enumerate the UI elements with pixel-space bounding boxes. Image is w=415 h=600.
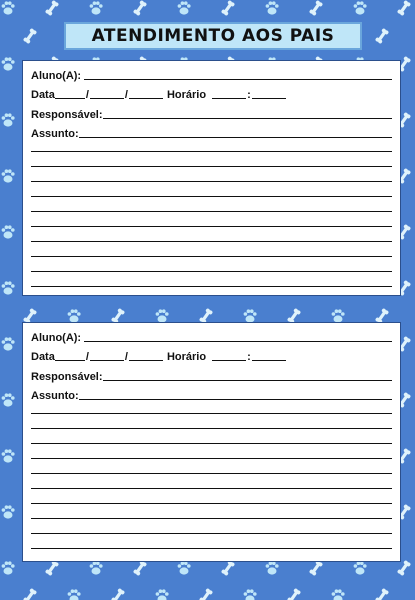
writing-line[interactable] [31,181,392,182]
paw-print-icon [2,1,15,14]
day-field[interactable] [55,359,85,361]
data-label: Data [31,351,55,363]
date-separator: / [124,351,128,363]
aluno-field[interactable] [84,340,392,342]
bone-icon [309,0,324,16]
responsavel-label: Responsável: [31,109,103,121]
bone-icon [397,0,412,16]
paw-print-icon [266,561,279,574]
bone-icon [133,560,148,576]
assunto-field[interactable] [79,136,392,138]
year-field[interactable] [129,359,163,361]
bone-icon [287,588,302,600]
aluno-label: Aluno(A): [31,70,82,82]
bone-icon [111,588,126,600]
paw-print-icon [178,1,191,14]
writing-line[interactable] [31,488,392,489]
aluno-field[interactable] [84,78,392,80]
writing-line[interactable] [31,256,392,257]
date-separator: / [85,351,89,363]
horario-label: Horário [166,351,207,363]
paw-print-icon [354,1,367,14]
paw-print-icon [90,561,103,574]
bone-icon [45,0,60,16]
writing-line[interactable] [31,503,392,504]
paw-print-icon [266,1,279,14]
paw-print-icon [156,309,169,322]
bone-icon [309,560,324,576]
bone-icon [45,560,60,576]
date-time-row [31,347,392,363]
paw-print-icon [2,169,15,182]
bone-icon [23,588,38,600]
writing-line[interactable] [31,518,392,519]
writing-line[interactable] [31,211,392,212]
bone-icon [375,28,390,44]
writing-line[interactable] [31,196,392,197]
time-separator: : [247,351,251,363]
attendance-form-card-2 [22,322,401,562]
paw-print-icon [244,309,257,322]
aluno-label: Aluno(A): [31,332,82,344]
title-banner [64,22,362,50]
writing-line[interactable] [31,533,392,534]
paw-print-icon [2,337,15,350]
paw-print-icon [2,281,15,294]
paw-print-icon [2,393,15,406]
responsavel-row [31,105,392,121]
paw-print-icon [354,561,367,574]
writing-line[interactable] [31,428,392,429]
paw-print-icon [2,449,15,462]
date-time-row [31,85,392,101]
paw-print-icon [178,561,191,574]
bone-icon [23,28,38,44]
paw-print-icon [2,561,15,574]
aluno-row [31,328,392,344]
hour-field[interactable] [212,97,246,99]
hour-field[interactable] [212,359,246,361]
time-separator: : [247,89,251,101]
writing-line[interactable] [31,271,392,272]
paw-print-icon [90,1,103,14]
minute-field[interactable] [252,97,286,99]
paw-print-icon [2,57,15,70]
paw-print-icon [156,589,169,600]
paw-print-icon [332,309,345,322]
date-separator: / [85,89,89,101]
bone-icon [221,0,236,16]
writing-line[interactable] [31,241,392,242]
paw-print-icon [2,225,15,238]
assunto-row [31,386,392,402]
bone-icon [221,560,236,576]
writing-line[interactable] [31,151,392,152]
bone-icon [133,0,148,16]
date-separator: / [124,89,128,101]
paw-print-icon [2,113,15,126]
writing-line[interactable] [31,286,392,287]
paw-print-icon [2,505,15,518]
bone-icon [199,588,214,600]
horario-label: Horário [166,89,207,101]
assunto-field[interactable] [79,398,392,400]
paw-print-icon [332,589,345,600]
assunto-label: Assunto: [31,390,79,402]
month-field[interactable] [90,359,124,361]
paw-print-icon [68,309,81,322]
writing-line[interactable] [31,413,392,414]
assunto-label: Assunto: [31,128,79,140]
assunto-row [31,124,392,140]
paw-print-icon [244,589,257,600]
aluno-row [31,66,392,82]
writing-line[interactable] [31,443,392,444]
responsavel-field[interactable] [103,379,392,381]
attendance-form-card-1 [22,60,401,296]
bone-icon [397,560,412,576]
writing-line[interactable] [31,548,392,549]
bone-icon [375,588,390,600]
day-field[interactable] [55,97,85,99]
writing-line[interactable] [31,473,392,474]
writing-line[interactable] [31,226,392,227]
responsavel-field[interactable] [103,117,392,119]
data-label: Data [31,89,55,101]
responsavel-label: Responsável: [31,371,103,383]
minute-field[interactable] [252,359,286,361]
paw-print-icon [68,589,81,600]
month-field[interactable] [90,97,124,99]
writing-line[interactable] [31,458,392,459]
page-title: ATENDIMENTO AOS PAIS [91,26,335,46]
responsavel-row [31,367,392,383]
year-field[interactable] [129,97,163,99]
writing-line[interactable] [31,166,392,167]
